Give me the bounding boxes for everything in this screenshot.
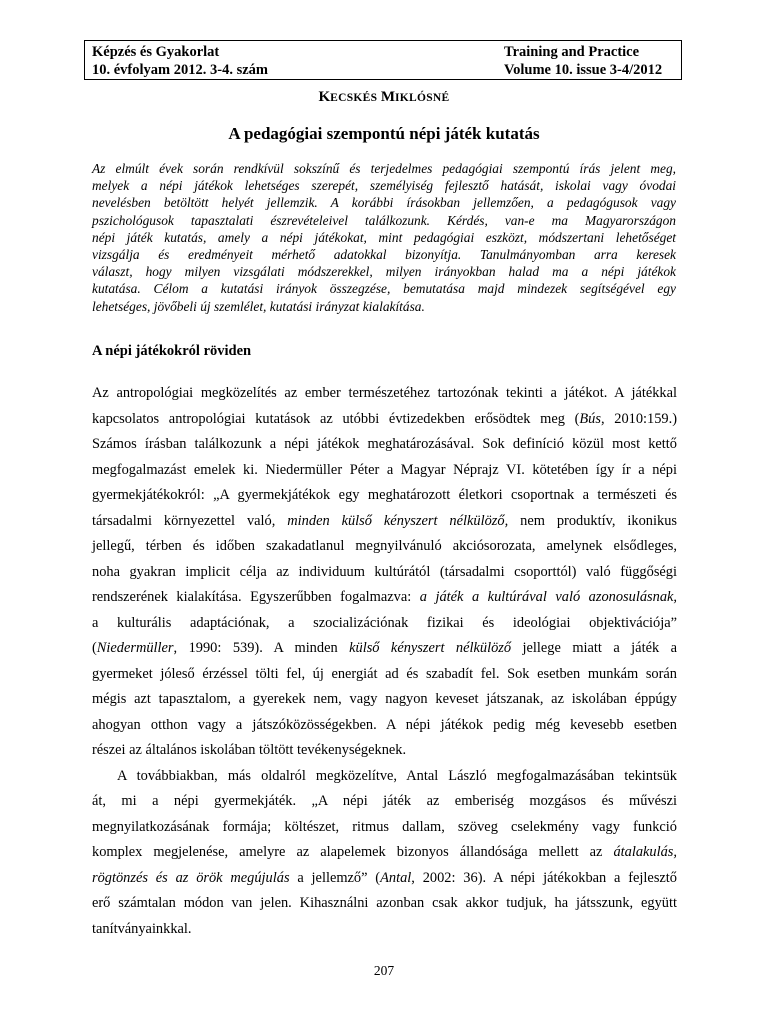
abstract — [92, 160, 676, 315]
journal-volume-hu: 10. évfolyam 2012. 3-4. szám — [92, 62, 268, 78]
body-line: Számos írásban találkozunk a népi játékok meghatározásával. Sok definíció közül most kettő — [92, 436, 677, 452]
body-line: komplex megjelenése, amelyre az alapelemek bizonyos állandósága mellett az átalakulás, — [92, 844, 677, 860]
abstract-line: melyek a népi játékok lehetséges szerepét, személyiség fejlesztő hatását, iskolai vagy óvodai — [92, 178, 676, 194]
body-line: gyermeket jóleső érzéssel tölti fel, új energiát ad és szabadít fel. Sok esetben munkám során — [92, 665, 677, 682]
body-line: (Niedermüller, 1990: 539). A minden külső kényszert nélkülöző jellege miatt a játék a — [92, 640, 677, 656]
body-line: jellegű, térben és időben szakadatlanul megnyilvánuló akciósorozata, amelynek elsődleges, — [92, 538, 677, 554]
body-text — [92, 381, 677, 942]
body-line: gyermekjátékokról: „A gyermekjátékok egy meghatározott életkori csoportnak a természeti és — [92, 487, 677, 503]
body-line: A továbbiakban, más oldalról megközelítve, Antal László megfogalmazásában tekintsük — [117, 767, 677, 784]
body-line: részei az általános iskolában töltött tevékenységeknek. — [92, 742, 407, 758]
abstract-line: lehetséges, jövőbeli új szemlélet, kutatási irányzat kialakítása. — [92, 298, 425, 314]
body-line: megnyilatkozásának formája; költészet, ritmus dallam, szöveg cselekmény vagy funkció — [92, 818, 677, 835]
journal-title-en: Training and Practice — [504, 44, 640, 60]
running-header — [84, 40, 682, 80]
abstract-line: vizsgálja és eredményeit mérhető adatokkal bizonyítja. Tanulmányomban arra keresek — [92, 247, 676, 263]
body-line: társadalmi környezettel való, minden külső kényszert nélkülöző, nem produktív, ikonikus — [92, 512, 677, 529]
section-heading: A népi játékokról röviden — [92, 343, 252, 359]
abstract-line: népi játék kutatás, amely a népi játékokat, mint pedagógiai eszközt, módszertani lehetőséget — [92, 229, 676, 245]
body-line: rendszerének kialakítása. Egyszerűbben fogalmazva: a játék a kultúrával való azonosulásnak, — [92, 589, 678, 605]
body-line: át, mi a népi gyermekjáték. „A népi játék az emberiség mozgásos és művészi — [92, 793, 677, 809]
citation-niedermuller: Niedermüller — [96, 640, 174, 656]
abstract-line: nevelésben betöltött helyét jellemzik. A korábbi írásokban jellemzően, a pedagógusok vagy — [92, 195, 676, 211]
body-line: megfogalmazást emelek ki. Niedermüller Péter a Magyar Néprajz VI. kötetében így ír a népi — [92, 461, 677, 478]
article-title: A pedagógiai szempontú népi játék kutatás — [228, 124, 540, 143]
body-line: tanítványainkkal. — [92, 920, 192, 937]
body-line: ahogyan otthon vagy a játszóközösségekben. A népi játékok pedig még kevesebb esetben — [92, 716, 677, 733]
body-line: Az antropológiai megközelítés az ember természetéhez tartozónak tekinti a játékot. A játékkal — [92, 385, 677, 401]
author-name: KECSKÉS MIKLÓSNÉ — [318, 89, 450, 105]
abstract-line: pszichológusok tapasztalati észrevételeivel találkozunk. Kérdés, van-e ma Magyarországon — [92, 212, 676, 228]
citation-antal: Antal — [380, 869, 412, 886]
citation-bus: Bús — [579, 410, 601, 427]
abstract-line: Az elmúlt évek során rendkívül sokszínű és terjedelmes pedagógiai szempontú írás jelent meg, — [92, 161, 676, 176]
page-number: 207 — [373, 963, 395, 978]
body-line: kapcsolatos antropológiai kutatások az utóbbi évtizedekben erősödtek meg (Bús, 2010:159.) — [92, 410, 678, 427]
body-line: a kulturális adaptációnak, a szocializációnak fizikai és ideológiai objektivációja” — [92, 614, 677, 631]
journal-volume-en: Volume 10. issue 3-4/2012 — [504, 62, 663, 78]
body-line: noha gyakran implicit célja az individuum kultúrától (társadalmi csoporttól) való függőségi — [92, 563, 677, 580]
body-line: erő számtalan módon van jelen. Kihasználni azonban csak akkor tudjuk, ha játsszunk, együtt — [92, 895, 677, 911]
body-line: rögtönzés és az örök megújulás a jellemző” (Antal, 2002: 36). A népi játékokban a fejlesztő — [92, 869, 677, 886]
abstract-line: kutatása. Célom a kutatási irányok összegzése, bemutatása majd mindezek segítségével egy — [92, 281, 676, 297]
body-line: mégis azt tapasztalom, a gyerekek nem, vagy nagyon keveset játszanak, az iskolában éppúgy — [92, 691, 677, 707]
abstract-line: választ, hogy milyen vizsgálati módszerekkel, milyen irányokban halad ma a népi játékok — [92, 264, 676, 280]
journal-title-hu: Képzés és Gyakorlat — [92, 44, 220, 60]
